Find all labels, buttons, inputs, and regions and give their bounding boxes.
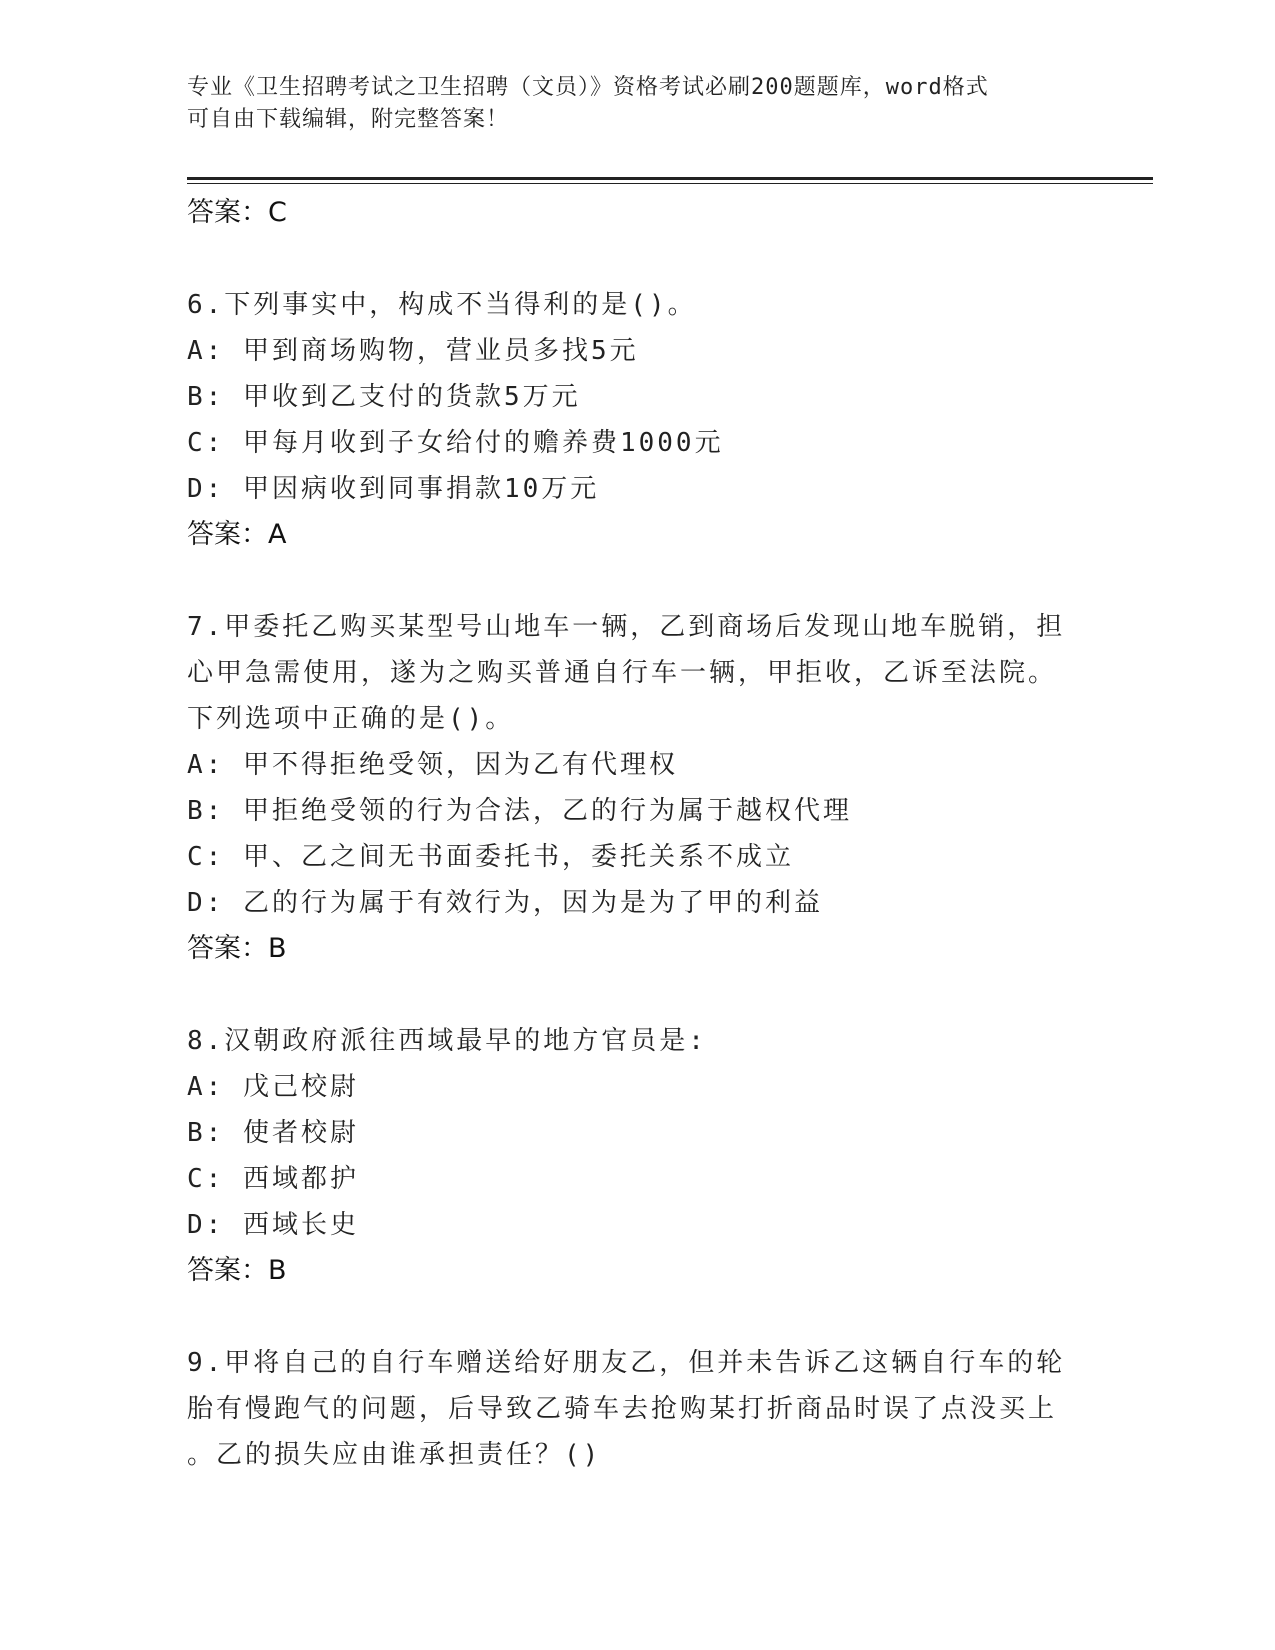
answer-line: 答案：C [187,197,287,228]
option-b: B: 甲拒绝受领的行为合法，乙的行为属于越权代理 [187,796,852,826]
question-text: 心甲急需使用，遂为之购买普通自行车一辆，甲拒收，乙诉至法院。 [187,658,1058,688]
answer-line: 答案：B [187,933,287,964]
question-text: 。乙的损失应由谁承担责任？() [187,1440,602,1470]
question-list [187,190,1087,1478]
document-header [187,72,1067,136]
option-c: C: 甲每月收到子女给付的赡养费1000元 [187,428,724,458]
option-d: D: 甲因病收到同事捐款10万元 [187,474,600,504]
answer-line: 答案：B [187,1255,287,1286]
option-b: B: 甲收到乙支付的货款5万元 [187,382,581,412]
option-a: A: 甲到商场购物，营业员多找5元 [187,336,639,366]
option-d: D: 西域长史 [187,1210,359,1240]
option-a: A: 甲不得拒绝受领，因为乙有代理权 [187,750,678,780]
header-line-2: 可自由下载编辑，附完整答案！ [187,107,510,132]
question-text: 胎有慢跑气的问题，后导致乙骑车去抢购某打折商品时误了点没买上 [187,1394,1058,1424]
answer-line: 答案：A [187,519,287,550]
question-8 [187,1018,1087,1294]
option-b: B: 使者校尉 [187,1118,359,1148]
option-c: C: 甲、乙之间无书面委托书，委托关系不成立 [187,842,794,872]
question-text: 8.汉朝政府派往西域最早的地方官员是: [187,1026,707,1056]
header-line-1: 专业《卫生招聘考试之卫生招聘（文员）》资格考试必刷200题题库，word格式 [187,75,989,100]
header-rule-thick [187,177,1153,180]
question-text: 6.下列事实中，构成不当得利的是()。 [187,290,697,320]
option-c: C: 西域都护 [187,1164,359,1194]
question-9 [187,1340,1087,1478]
question-7 [187,604,1087,972]
question-text: 7.甲委托乙购买某型号山地车一辆，乙到商场后发现山地车脱销，担 [187,612,1066,642]
option-a: A: 戊己校尉 [187,1072,359,1102]
question-6 [187,282,1087,558]
question-text: 9.甲将自己的自行车赠送给好朋友乙，但并未告诉乙这辆自行车的轮 [187,1348,1066,1378]
question-text: 下列选项中正确的是()。 [187,704,515,734]
option-d: D: 乙的行为属于有效行为，因为是为了甲的利益 [187,888,823,918]
header-rule-thin [187,183,1153,184]
